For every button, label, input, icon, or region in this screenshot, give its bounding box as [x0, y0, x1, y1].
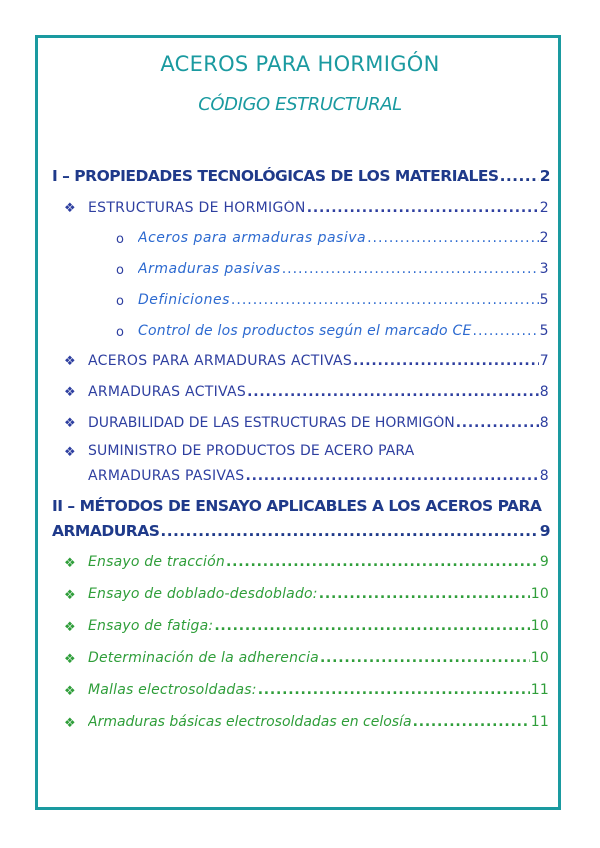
toc-page-number: 11	[530, 682, 549, 698]
toc-entry-suministro-line1[interactable]: SUMINISTRO DE PRODUCTOS DE ACERO PARA	[88, 443, 415, 459]
toc-entry-label: ARMADURAS ACTIVAS	[88, 384, 247, 400]
dot-leader	[473, 323, 539, 339]
toc-entry-label: Determinación de la adherencia	[88, 650, 319, 666]
dot-leader	[231, 292, 539, 308]
toc-page-number: 10	[530, 650, 549, 666]
toc-entry-control[interactable]	[138, 323, 549, 339]
toc-entry-aceros-activas[interactable]	[88, 353, 549, 369]
toc-entry-celosia[interactable]	[88, 714, 549, 730]
toc-entry-label: Aceros para armaduras pasiva	[138, 230, 367, 246]
toc-page-number: 7	[539, 353, 549, 369]
circle-bullet-icon: o	[116, 294, 124, 309]
toc-entry-label: Armaduras pasivas	[138, 261, 281, 277]
dot-leader	[500, 167, 539, 185]
toc-page-number: 2	[539, 167, 550, 185]
toc-entry-estructuras[interactable]	[88, 200, 549, 216]
dot-leader	[214, 618, 529, 634]
toc-page-number: 8	[539, 415, 549, 431]
toc-page-number: 8	[539, 384, 549, 400]
dot-leader	[367, 230, 538, 246]
toc-entry-durabilidad[interactable]	[88, 415, 549, 431]
toc-page-number: 9	[539, 522, 550, 540]
toc-entry-doblado[interactable]	[88, 586, 549, 602]
diamond-bullet-icon: ❖	[64, 385, 76, 400]
circle-bullet-icon: o	[116, 263, 124, 278]
toc-entry-label: ESTRUCTURAS DE HORMIGÓN	[88, 200, 306, 216]
toc-page-number: 10	[530, 618, 549, 634]
toc-entry-label: Armaduras básicas electrosoldadas en celosía	[88, 714, 412, 730]
toc-entry-label: DURABILIDAD DE LAS ESTRUCTURAS DE HORMIGÓN	[88, 415, 455, 431]
toc-entry-label: Definiciones	[138, 292, 230, 308]
toc-entry-traccion[interactable]	[88, 554, 549, 570]
toc-section-1[interactable]	[52, 167, 550, 185]
dot-leader	[413, 714, 530, 730]
diamond-bullet-icon: ❖	[64, 201, 76, 216]
diamond-bullet-icon: ❖	[64, 652, 76, 667]
toc-entry-label: ARMADURAS	[52, 522, 160, 540]
toc-page-number: 5	[539, 292, 549, 308]
toc-page-number: 11	[530, 714, 549, 730]
toc-page-number: 9	[539, 554, 549, 570]
dot-leader	[307, 200, 539, 216]
dot-leader	[160, 522, 538, 540]
toc-entry-aceros-pasiva[interactable]	[138, 230, 549, 246]
dot-leader	[245, 468, 538, 484]
toc-page-number: 2	[539, 230, 549, 246]
circle-bullet-icon: o	[116, 232, 124, 247]
diamond-bullet-icon: ❖	[64, 354, 76, 369]
toc-entry-adherencia[interactable]	[88, 650, 549, 666]
dot-leader	[226, 554, 539, 570]
dot-leader	[319, 586, 530, 602]
toc-entry-label: Control de los productos según el marcado CE	[138, 323, 472, 339]
diamond-bullet-icon: ❖	[64, 620, 76, 635]
diamond-bullet-icon: ❖	[64, 716, 76, 731]
diamond-bullet-icon: ❖	[64, 588, 76, 603]
dot-leader	[258, 682, 530, 698]
toc-entry-label: Mallas electrosoldadas:	[88, 682, 257, 698]
toc-entry-label: Ensayo de doblado-desdoblado:	[88, 586, 318, 602]
dot-leader	[320, 650, 530, 666]
diamond-bullet-icon: ❖	[64, 556, 76, 571]
toc-entry-fatiga[interactable]	[88, 618, 549, 634]
dot-leader	[282, 261, 539, 277]
dot-leader	[353, 353, 539, 369]
page-title: ACEROS PARA HORMIGÓN	[160, 52, 440, 76]
toc-entry-label: ARMADURAS PASIVAS	[88, 468, 245, 484]
diamond-bullet-icon: ❖	[64, 684, 76, 699]
diamond-bullet-icon: ❖	[64, 445, 76, 460]
toc-entry-label: Ensayo de fatiga:	[88, 618, 214, 634]
dot-leader	[247, 384, 539, 400]
toc-entry-label: I – PROPIEDADES TECNOLÓGICAS DE LOS MATERIALES	[52, 167, 499, 185]
toc-entry-suministro[interactable]	[88, 468, 549, 484]
diamond-bullet-icon: ❖	[64, 416, 76, 431]
toc-entry-mallas[interactable]	[88, 682, 549, 698]
toc-entry-armaduras-activas[interactable]	[88, 384, 549, 400]
toc-page-number: 10	[530, 586, 549, 602]
toc-entry-armaduras-pasivas[interactable]	[138, 261, 549, 277]
toc-section-2-line1[interactable]: II – MÉTODOS DE ENSAYO APLICABLES A LOS ACEROS PARA	[52, 497, 542, 515]
toc-page-number: 8	[539, 468, 549, 484]
circle-bullet-icon: o	[116, 325, 124, 340]
toc-section-2[interactable]	[52, 522, 550, 540]
toc-page-number: 5	[539, 323, 549, 339]
toc-page-number: 2	[539, 200, 549, 216]
toc-page-number: 3	[539, 261, 549, 277]
toc-entry-definiciones[interactable]	[138, 292, 549, 308]
page-subtitle: CÓDIGO ESTRUCTURAL	[198, 94, 402, 115]
toc-entry-label: ACEROS PARA ARMADURAS ACTIVAS	[88, 353, 353, 369]
dot-leader	[456, 415, 539, 431]
toc-entry-label: Ensayo de tracción	[88, 554, 225, 570]
